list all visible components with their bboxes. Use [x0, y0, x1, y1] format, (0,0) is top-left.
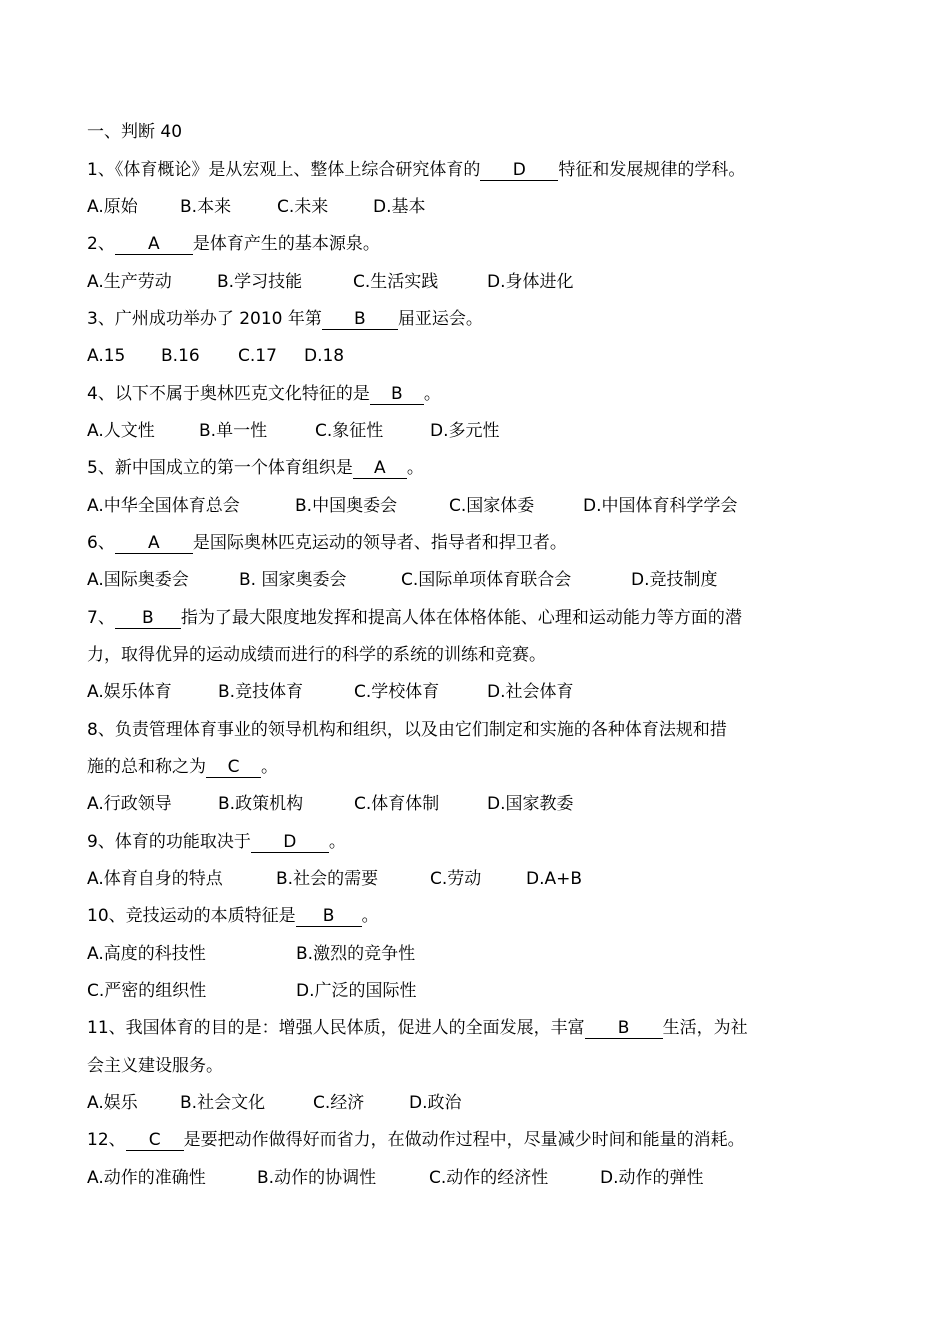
option-item: D.广泛的国际性	[296, 981, 417, 1001]
option-item: B.社会文化	[180, 1093, 266, 1113]
question-prefix: 1、《体育概论》是从宏观上、整体上综合研究体育的	[87, 160, 481, 180]
option-item: B.动作的协调性	[257, 1168, 377, 1188]
option-item: B.竞技体育	[218, 682, 304, 702]
question-line: 力，取得优异的运动成绩而进行的科学的系统的训练和竞赛。	[87, 645, 546, 665]
option-item: D.竞技制度	[631, 570, 718, 590]
option-item: C.严密的组织性	[87, 981, 207, 1001]
answer-blank: C	[126, 1130, 184, 1151]
option-item: C.劳动	[430, 869, 482, 889]
question-prefix: 10、竞技运动的本质特征是	[87, 906, 296, 926]
question-prefix: 4、以下不属于奥林匹克文化特征的是	[87, 384, 370, 404]
option-item: C.学校体育	[354, 682, 440, 702]
option-item: C.未来	[277, 197, 329, 217]
question-line: 8、负责管理体育事业的领导机构和组织，以及由它们制定和实施的各种体育法规和措	[87, 720, 727, 740]
option-item: A.中华全国体育总会	[87, 496, 240, 516]
option-item: B.中国奥委会	[295, 496, 398, 516]
option-item: B.学习技能	[217, 272, 303, 292]
option-item: C.生活实践	[353, 272, 439, 292]
option-item: D.动作的弹性	[600, 1168, 704, 1188]
question-text	[87, 158, 910, 182]
option-item: C.经济	[313, 1093, 365, 1113]
question-text	[87, 456, 910, 480]
option-item: D.身体进化	[487, 272, 574, 292]
option-item: A.行政领导	[87, 794, 172, 814]
question-prefix: 6、	[87, 533, 115, 553]
question-suffix: 是要把动作做得好而省力，在做动作过程中，尽量减少时间和能量的消耗。	[183, 1130, 745, 1150]
option-item: C.体育体制	[354, 794, 440, 814]
option-item: C.动作的经济性	[429, 1168, 549, 1188]
option-item: D.基本	[373, 197, 426, 217]
answer-blank: A	[115, 533, 193, 554]
option-item: C.国际单项体育联合会	[401, 570, 572, 590]
question-text	[87, 1016, 910, 1040]
question-prefix: 11、我国体育的目的是：增强人民体质，促进人的全面发展，丰富	[87, 1018, 585, 1038]
answer-blank: C	[206, 757, 261, 778]
option-item: B.本来	[180, 197, 232, 217]
option-item: D.中国体育科学学会	[583, 496, 738, 516]
question-prefix: 12、	[87, 1130, 126, 1150]
question-prefix: 施的总和称之为	[87, 757, 206, 777]
question-suffix: 生活，为社	[662, 1018, 748, 1038]
answer-blank: D	[251, 832, 329, 853]
question-prefix: 9、体育的功能取决于	[87, 832, 251, 852]
option-item: A.15	[87, 346, 126, 366]
question-suffix: 指为了最大限度地发挥和提高人体在体格体能、心理和运动能力等方面的潜	[180, 608, 742, 628]
option-item: B.单一性	[199, 421, 268, 441]
question-suffix: 。	[328, 832, 346, 852]
question-prefix: 5、新中国成立的第一个体育组织是	[87, 458, 353, 478]
option-item: A.原始	[87, 197, 138, 217]
question-text	[87, 1128, 910, 1152]
question-suffix: 。	[361, 906, 379, 926]
option-item: B.16	[161, 346, 200, 366]
question-suffix: 是国际奥林匹克运动的领导者、指导者和捍卫者。	[192, 533, 567, 553]
option-item: B.激烈的竞争性	[296, 944, 416, 964]
option-item: A.体育自身的特点	[87, 869, 223, 889]
option-item: D.18	[304, 346, 345, 366]
question-text	[87, 830, 910, 854]
option-item: D.政治	[409, 1093, 462, 1113]
question-text	[87, 606, 910, 630]
option-item: D.国家教委	[487, 794, 574, 814]
question-text	[87, 232, 910, 256]
option-item: B.政策机构	[218, 794, 304, 814]
answer-blank: B	[370, 384, 424, 405]
option-item: A.动作的准确性	[87, 1168, 206, 1188]
option-item: A.人文性	[87, 421, 155, 441]
question-text	[87, 307, 910, 331]
option-item: A.娱乐体育	[87, 682, 172, 702]
answer-blank: B	[322, 309, 398, 330]
answer-blank: A	[353, 458, 407, 479]
question-text	[87, 643, 910, 667]
question-text	[87, 755, 910, 779]
question-suffix: 特征和发展规律的学科。	[558, 160, 746, 180]
answer-blank: B	[585, 1018, 663, 1039]
question-line: 会主义建设服务。	[87, 1056, 223, 1076]
option-item: A.生产劳动	[87, 272, 172, 292]
question-prefix: 7、	[87, 608, 115, 628]
option-item: D.A+B	[526, 869, 583, 889]
question-suffix: 是体育产生的基本源泉。	[192, 234, 380, 254]
option-item: B.社会的需要	[276, 869, 379, 889]
option-item: A.高度的科技性	[87, 944, 206, 964]
question-suffix: 届亚运会。	[397, 309, 483, 329]
option-item: D.多元性	[430, 421, 500, 441]
answer-blank: D	[480, 160, 558, 181]
question-suffix: 。	[406, 458, 424, 478]
section-heading: 一、判断 40	[87, 122, 183, 142]
question-suffix: 。	[423, 384, 441, 404]
option-item: B. 国家奥委会	[239, 570, 347, 590]
question-text	[87, 904, 910, 928]
answer-blank: B	[296, 906, 362, 927]
question-suffix: 。	[261, 757, 278, 777]
question-prefix: 2、	[87, 234, 115, 254]
option-item: D.社会体育	[487, 682, 574, 702]
question-text	[87, 1054, 910, 1078]
answer-blank: A	[115, 234, 193, 255]
question-text	[87, 382, 910, 406]
option-item: A.娱乐	[87, 1093, 138, 1113]
question-text	[87, 531, 910, 555]
option-item: C.象征性	[315, 421, 384, 441]
option-item: A.国际奥委会	[87, 570, 189, 590]
question-text	[87, 718, 910, 742]
answer-blank: B	[115, 608, 181, 629]
option-item: C.国家体委	[449, 496, 535, 516]
question-prefix: 3、广州成功举办了 2010 年第	[87, 309, 322, 329]
option-item: C.17	[238, 346, 277, 366]
